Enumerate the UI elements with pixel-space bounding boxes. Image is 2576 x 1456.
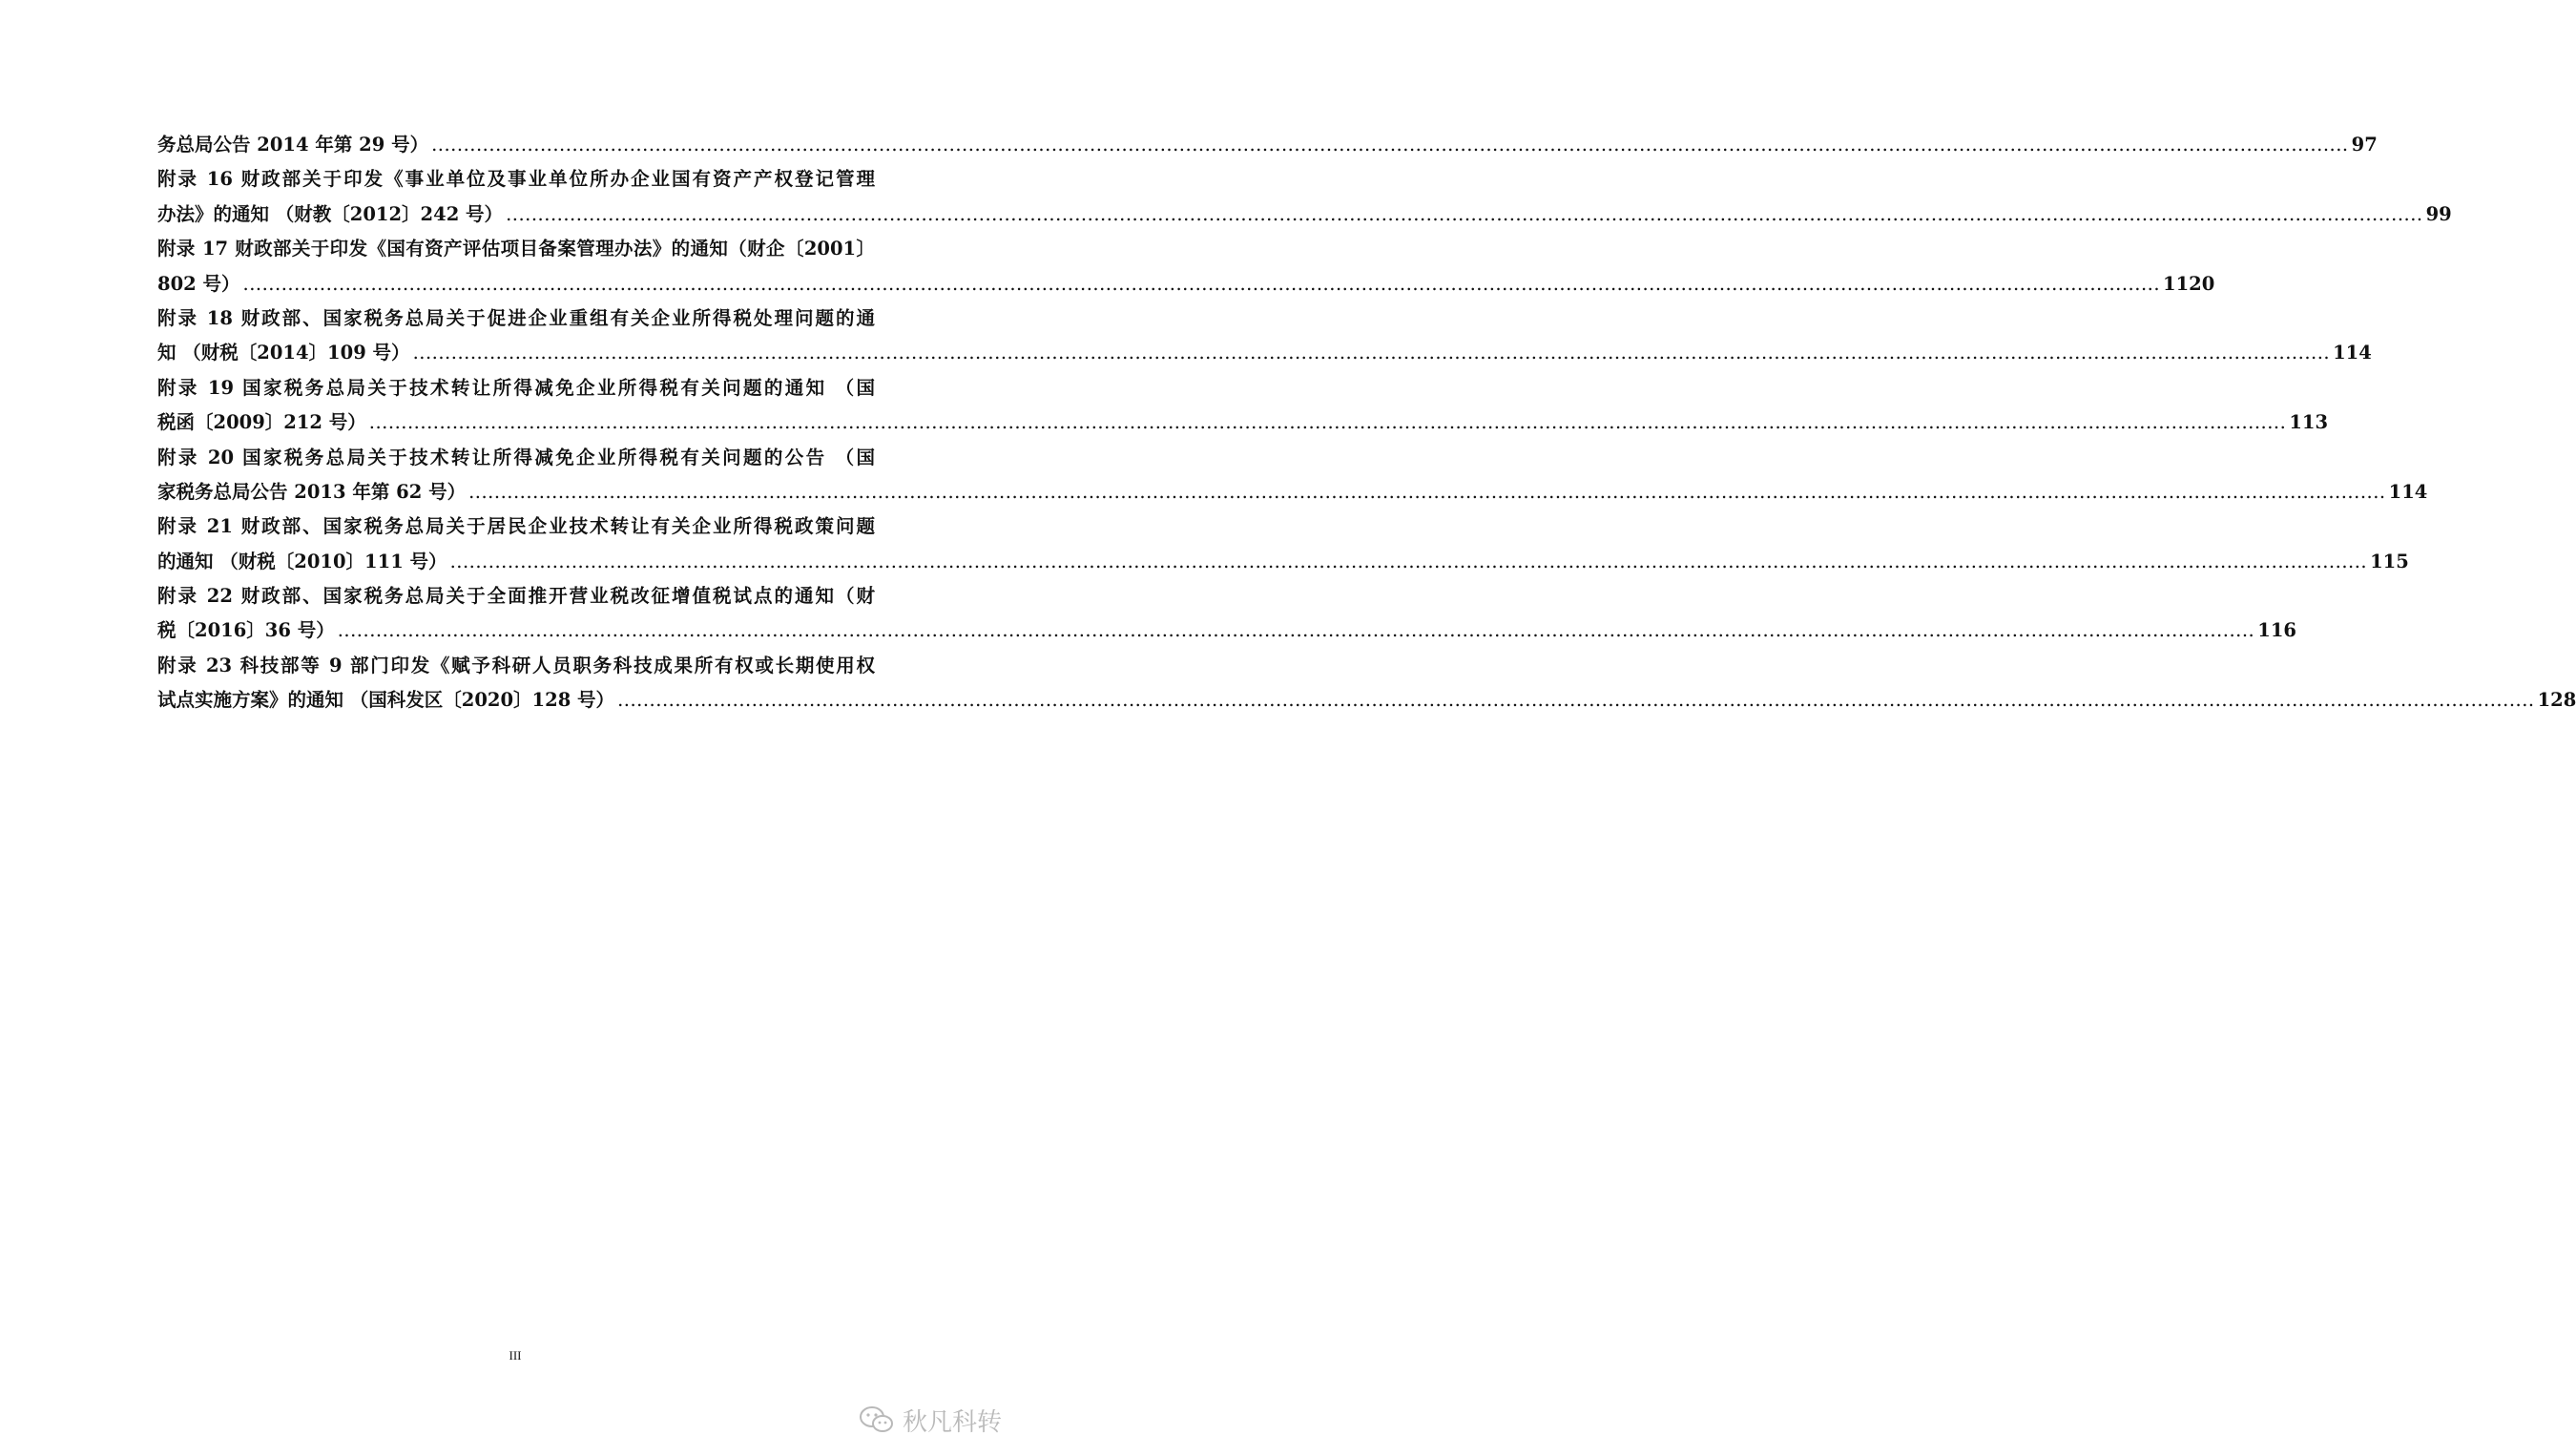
toc-page: 97: [2351, 134, 2378, 156]
toc-leader: ............................................................................................................................................................................................................................................................................................................: [242, 272, 2161, 295]
toc-text: 知 （财税〔2014〕109 号）: [157, 342, 410, 364]
toc-leader: ............................................................................................................................................................................................................................................................................................................: [368, 411, 2287, 434]
toc-text: 税函〔2009〕212 号）: [157, 411, 366, 434]
toc-page: 128: [2537, 689, 2576, 712]
watermark: [859, 1401, 1002, 1439]
toc-text: 802 号）: [157, 272, 240, 295]
toc-line: [157, 336, 2372, 370]
toc-line: [157, 510, 875, 544]
toc-page: 113: [2289, 411, 2329, 434]
toc-text: 务总局公告 2014 年第 29 号）: [157, 134, 429, 156]
toc-page: 114: [2388, 480, 2428, 503]
toc-page: 114: [2333, 342, 2372, 364]
toc-leader: ............................................................................................................................................................................................................................................................................................................: [412, 342, 2331, 364]
toc-line: [157, 683, 2576, 718]
toc-page: 99: [2425, 202, 2452, 225]
toc-line: [157, 232, 875, 266]
toc-line: [157, 614, 2296, 648]
toc-line: [157, 649, 875, 683]
toc-text: 附录 22 财政部、国家税务总局关于全面推开营业税改征增值税试点的通知（财: [157, 585, 875, 608]
toc-leader: ............................................................................................................................................................................................................................................................................................................: [449, 550, 2368, 572]
toc-text: 办法》的通知 （财教〔2012〕242 号）: [157, 202, 504, 225]
page-number: III: [509, 1348, 522, 1362]
toc-line: [157, 128, 2378, 162]
toc-leader: ............................................................................................................................................................................................................................................................................................................: [468, 480, 2386, 503]
toc-text: 附录 19 国家税务总局关于技术转让所得减免企业所得税有关问题的通知 （国: [157, 376, 875, 399]
toc-line: [157, 198, 2452, 232]
toc-text: 附录 17 财政部关于印发《国有资产评估项目备案管理办法》的通知（财企〔2001〕: [157, 238, 875, 260]
toc-text: 附录 23 科技部等 9 部门印发《赋予科研人员职务科技成果所有权或长期使用权: [157, 654, 875, 676]
toc-line: [157, 267, 2215, 302]
toc-text: 附录 16 财政部关于印发《事业单位及事业单位所办企业国有资产产权登记管理: [157, 168, 875, 191]
table-of-contents: [157, 128, 2576, 718]
toc-leader: ............................................................................................................................................................................................................................................................................................................: [617, 689, 2535, 712]
toc-line: [157, 162, 875, 197]
toc-page: 115: [2370, 550, 2409, 572]
toc-text: 附录 21 财政部、国家税务总局关于居民企业技术转让有关企业所得税政策问题: [157, 515, 875, 538]
toc-text: 试点实施方案》的通知 （国科发区〔2020〕128 号）: [157, 689, 615, 712]
toc-text: 的通知 （财税〔2010〕111 号）: [157, 550, 447, 572]
toc-line: [157, 579, 875, 614]
toc-line: [157, 302, 875, 336]
toc-text: 附录 18 财政部、国家税务总局关于促进企业重组有关企业所得税处理问题的通: [157, 306, 875, 329]
toc-leader: ............................................................................................................................................................................................................................................................................................................: [506, 202, 2423, 225]
toc-leader: ............................................................................................................................................................................................................................................................................................................: [337, 619, 2255, 642]
toc-line: [157, 475, 2428, 510]
toc-page: 1120: [2163, 272, 2215, 295]
toc-line: [157, 406, 2329, 440]
toc-line: [157, 545, 2409, 579]
toc-text: 家税务总局公告 2013 年第 62 号）: [157, 480, 467, 503]
toc-line: [157, 371, 875, 406]
toc-text: 税〔2016〕36 号）: [157, 619, 335, 642]
watermark-text: 秋凡科转: [903, 1407, 1003, 1437]
toc-line: [157, 441, 875, 475]
wechat-icon: [859, 1404, 895, 1435]
toc-leader: ............................................................................................................................................................................................................................................................................................................: [431, 134, 2349, 156]
toc-page: 116: [2257, 619, 2296, 642]
toc-text: 附录 20 国家税务总局关于技术转让所得减免企业所得税有关问题的公告 （国: [157, 446, 875, 468]
